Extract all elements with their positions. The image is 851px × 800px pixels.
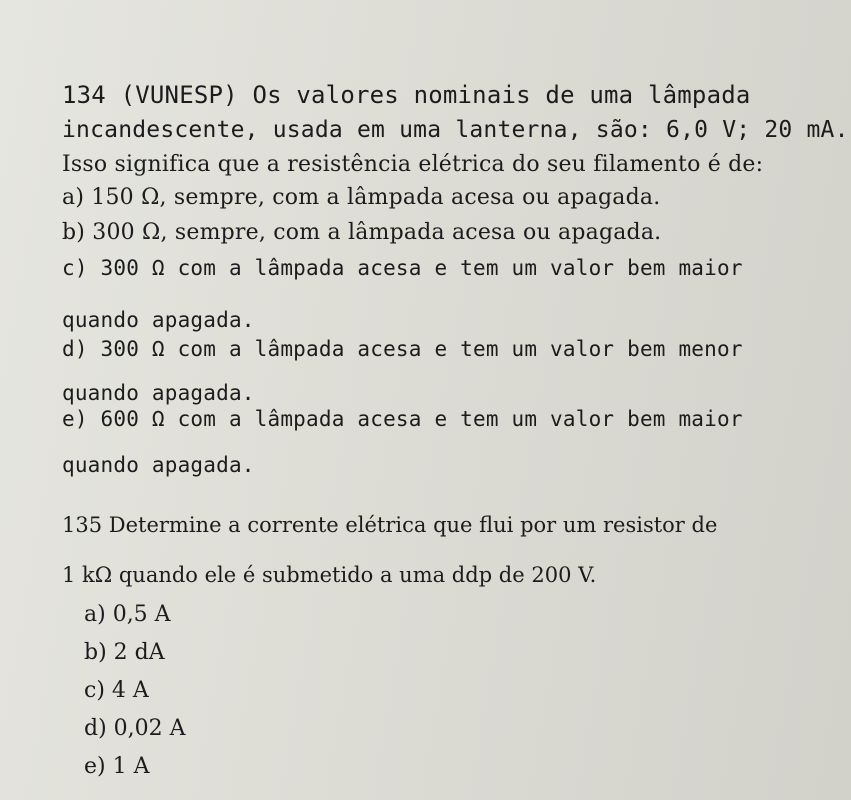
option-134-b: b) 300 Ω, sempre, com a lâmpada acesa ou apagada. xyxy=(62,220,662,245)
option-134-e-cont: quando apagada. xyxy=(62,453,255,477)
question-134-line-1: 134 (VUNESP) Os valores nominais de uma lâmpada xyxy=(62,81,751,109)
question-134-line-3: Isso significa que a resistência elétrica do seu filamento é de: xyxy=(62,152,764,177)
option-135-c: c) 4 A xyxy=(84,678,149,703)
option-135-b: b) 2 dA xyxy=(84,640,165,665)
option-134-c-cont: quando apagada. xyxy=(62,308,255,332)
option-135-d: d) 0,02 A xyxy=(84,716,186,741)
option-134-d: d) 300 Ω com a lâmpada acesa e tem um valor bem menor xyxy=(62,337,743,361)
option-134-c: c) 300 Ω com a lâmpada acesa e tem um valor bem maior xyxy=(62,256,743,280)
option-135-a: a) 0,5 A xyxy=(84,602,171,627)
option-135-e: e) 1 A xyxy=(84,754,150,779)
option-134-e: e) 600 Ω com a lâmpada acesa e tem um valor bem maior xyxy=(62,407,743,431)
question-135-line-1: 135 Determine a corrente elétrica que flui por um resistor de xyxy=(62,513,718,537)
question-134-line-2: incandescente, usada em uma lanterna, são: 6,0 V; 20 mA. xyxy=(62,117,849,143)
option-134-a: a) 150 Ω, sempre, com a lâmpada acesa ou apagada. xyxy=(62,185,661,210)
question-135-line-2: 1 kΩ quando ele é submetido a uma ddp de 200 V. xyxy=(62,563,597,587)
option-134-d-cont: quando apagada. xyxy=(62,381,255,405)
